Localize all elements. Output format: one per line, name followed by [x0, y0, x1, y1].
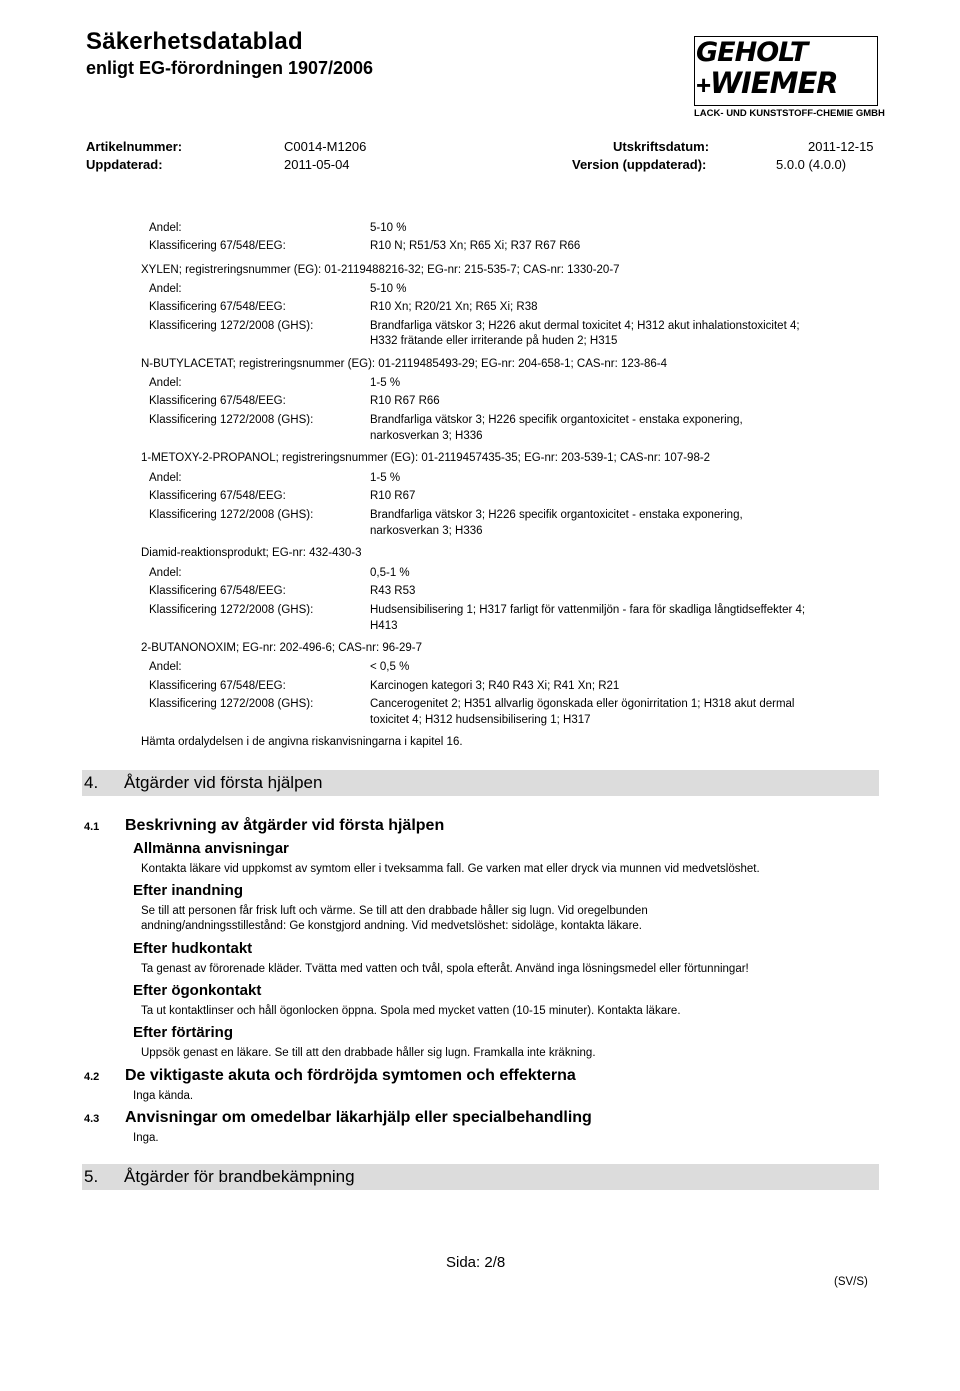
diamid-eeg-label: Klassificering 67/548/EEG: [149, 585, 286, 597]
version-value: 5.0.0 (4.0.0) [776, 157, 847, 172]
logo-brand-bottom: WIEMER [710, 66, 838, 100]
logo-plus-icon: + [696, 70, 712, 100]
butyl-ghs-line1: Brandfarliga vätskor 3; H226 specifik organtoxicitet - enstaka exponering, [370, 414, 743, 426]
butyl-eeg-value: R10 R67 R66 [370, 395, 440, 407]
xylen-heading: XYLEN; registreringsnummer (EG): 01-2119488216-32; EG-nr: 215-535-7; CAS-nr: 1330-20-7 [141, 264, 620, 276]
inhalation-heading: Efter inandning [133, 882, 243, 899]
company-logo [694, 36, 885, 120]
butyl-andel-value: 1-5 % [370, 377, 401, 389]
diamid-eeg-value: R43 R53 [370, 585, 416, 597]
ingestion-heading: Efter förtäring [133, 1024, 234, 1041]
subsection-4-3-title: Anvisningar om omedelbar läkarhjälp eller specialbehandling [125, 1109, 592, 1126]
metoxy-eeg-value: R10 R67 [370, 490, 416, 502]
subsection-4-1-title: Beskrivning av åtgärder vid första hjälpen [125, 817, 445, 834]
inhalation-text-line2: andning/andningsstillestånd: Ge konstgjord andning. Vid medvetslöshet: sidoläge, kontakta läkare. [141, 920, 643, 932]
section-5-number: 5. [84, 1167, 99, 1186]
first-andel-value: 5-10 % [370, 222, 407, 234]
butanon-heading: 2-BUTANONOXIM; EG-nr: 202-496-6; CAS-nr: 96-29-7 [141, 642, 422, 654]
logo-brand-top: GEHOLT [696, 37, 808, 68]
diamid-ghs-line1: Hudsensibilisering 1; H317 farligt för vattenmiljön - fara för skadliga långtidseffekter 4; [370, 604, 806, 616]
metoxy-ghs-line2: narkosverkan 3; H336 [370, 525, 483, 537]
page-number: Sida: 2/8 [446, 1254, 506, 1271]
first-andel-label: Andel: [149, 222, 182, 234]
print-date-label: Utskriftsdatum: [613, 139, 710, 154]
section-5-title: Åtgärder för brandbekämpning [124, 1167, 355, 1186]
metoxy-ghs-label: Klassificering 1272/2008 (GHS): [149, 509, 314, 521]
eye-contact-heading: Efter ögonkontakt [133, 982, 262, 999]
document-title: Säkerhetsdatablad [86, 28, 303, 55]
butanon-ghs-line2: toxicitet 4; H312 hudsensibilisering 1; H317 [370, 714, 591, 726]
subsection-4-1-number: 4.1 [84, 821, 100, 833]
logo-tagline: LACK- UND KUNSTSTOFF-CHEMIE GMBH [694, 108, 885, 119]
butyl-andel-label: Andel: [149, 377, 182, 389]
xylen-ghs-line1: Brandfarliga vätskor 3; H226 akut dermal toxicitet 4; H312 akut inhalationstoxicitet 4; [370, 320, 800, 332]
general-advice-text: Kontakta läkare vid uppkomst av symtom eller i tveksamma fall. Ge varken mat eller dryck via munnen vid medvetslöshet. [141, 863, 760, 875]
risk-phrase-note: Hämta ordalydelsen i de angivna riskanvisningarna i kapitel 16. [141, 736, 463, 748]
skin-contact-heading: Efter hudkontakt [133, 940, 253, 957]
metoxy-andel-value: 1-5 % [370, 472, 401, 484]
butanon-andel-value: < 0,5 % [370, 661, 410, 673]
subsection-4-2-text: Inga kända. [133, 1090, 194, 1102]
article-value: C0014-M1206 [284, 139, 367, 154]
skin-contact-text: Ta genast av förorenade kläder. Tvätta med vatten och tvål, spola efteråt. Använd inga lösningsmedel eller förtunningar! [141, 963, 749, 975]
subsection-4-3-number: 4.3 [84, 1113, 100, 1125]
butanon-andel-label: Andel: [149, 661, 182, 673]
diamid-heading: Diamid-reaktionsprodukt; EG-nr: 432-430-3 [141, 547, 362, 559]
xylen-eeg-label: Klassificering 67/548/EEG: [149, 301, 286, 313]
section-5-header [82, 1164, 879, 1190]
xylen-ghs-label: Klassificering 1272/2008 (GHS): [149, 320, 314, 332]
print-date-value: 2011-12-15 [808, 139, 874, 154]
metoxy-eeg-label: Klassificering 67/548/EEG: [149, 490, 286, 502]
xylen-ghs-line2: H332 frätande eller irriterande på huden 2; H315 [370, 335, 618, 347]
section-4-header [82, 770, 879, 796]
butyl-heading: N-BUTYLACETAT; registreringsnummer (EG): 01-2119485493-29; EG-nr: 204-658-1; CAS-nr: 123-86-4 [141, 358, 668, 370]
section-4-number: 4. [84, 773, 99, 792]
butyl-eeg-label: Klassificering 67/548/EEG: [149, 395, 286, 407]
butanon-eeg-label: Klassificering 67/548/EEG: [149, 680, 286, 692]
diamid-ghs-line2: H413 [370, 620, 398, 632]
metoxy-ghs-line1: Brandfarliga vätskor 3; H226 specifik organtoxicitet - enstaka exponering, [370, 509, 743, 521]
diamid-ghs-label: Klassificering 1272/2008 (GHS): [149, 604, 314, 616]
butanon-eeg-value: Karcinogen kategori 3; R40 R43 Xi; R41 Xn; R21 [370, 680, 620, 692]
updated-label: Uppdaterad: [86, 157, 163, 172]
metoxy-heading: 1-METOXY-2-PROPANOL; registreringsnummer (EG): 01-2119457435-35; EG-nr: 203-539-1; CAS-nr: 107-98-2 [141, 452, 711, 464]
version-label: Version (uppdaterad): [572, 157, 707, 172]
inhalation-text-line1: Se till att personen får frisk luft och värme. Se till att den drabbade håller sig lugn. Vid oregelbunden [141, 905, 648, 917]
metoxy-andel-label: Andel: [149, 472, 182, 484]
butyl-ghs-line2: narkosverkan 3; H336 [370, 430, 483, 442]
language-code: (SV/S) [834, 1276, 868, 1288]
subsection-4-3-text: Inga. [133, 1132, 159, 1144]
first-eeg-label: Klassificering 67/548/EEG: [149, 240, 286, 252]
xylen-eeg-value: R10 Xn; R20/21 Xn; R65 Xi; R38 [370, 301, 538, 313]
butanon-ghs-label: Klassificering 1272/2008 (GHS): [149, 698, 314, 710]
subsection-4-2-number: 4.2 [84, 1071, 100, 1083]
subsection-4-2-title: De viktigaste akuta och fördröjda symtomen och effekterna [125, 1067, 576, 1084]
xylen-andel-label: Andel: [149, 283, 182, 295]
first-eeg-value: R10 N; R51/53 Xn; R65 Xi; R37 R67 R66 [370, 240, 581, 252]
general-advice-heading: Allmänna anvisningar [133, 840, 289, 857]
document-subtitle: enligt EG-förordningen 1907/2006 [86, 58, 374, 78]
diamid-andel-label: Andel: [149, 567, 182, 579]
section-4-title: Åtgärder vid första hjälpen [124, 773, 323, 792]
diamid-andel-value: 0,5-1 % [370, 567, 410, 579]
eye-contact-text: Ta ut kontaktlinser och håll ögonlocken öppna. Spola med mycket vatten (10-15 minuter). Kontakta läkare. [141, 1005, 681, 1017]
ingestion-text: Uppsök genast en läkare. Se till att den drabbade håller sig lugn. Framkalla inte kräkning. [141, 1047, 596, 1059]
updated-value: 2011-05-04 [284, 157, 350, 172]
butyl-ghs-label: Klassificering 1272/2008 (GHS): [149, 414, 314, 426]
butanon-ghs-line1: Cancerogenitet 2; H351 allvarlig ögonskada eller ögonirritation 1; H318 akut dermal [370, 698, 795, 710]
article-label: Artikelnummer: [86, 139, 183, 154]
xylen-andel-value: 5-10 % [370, 283, 407, 295]
